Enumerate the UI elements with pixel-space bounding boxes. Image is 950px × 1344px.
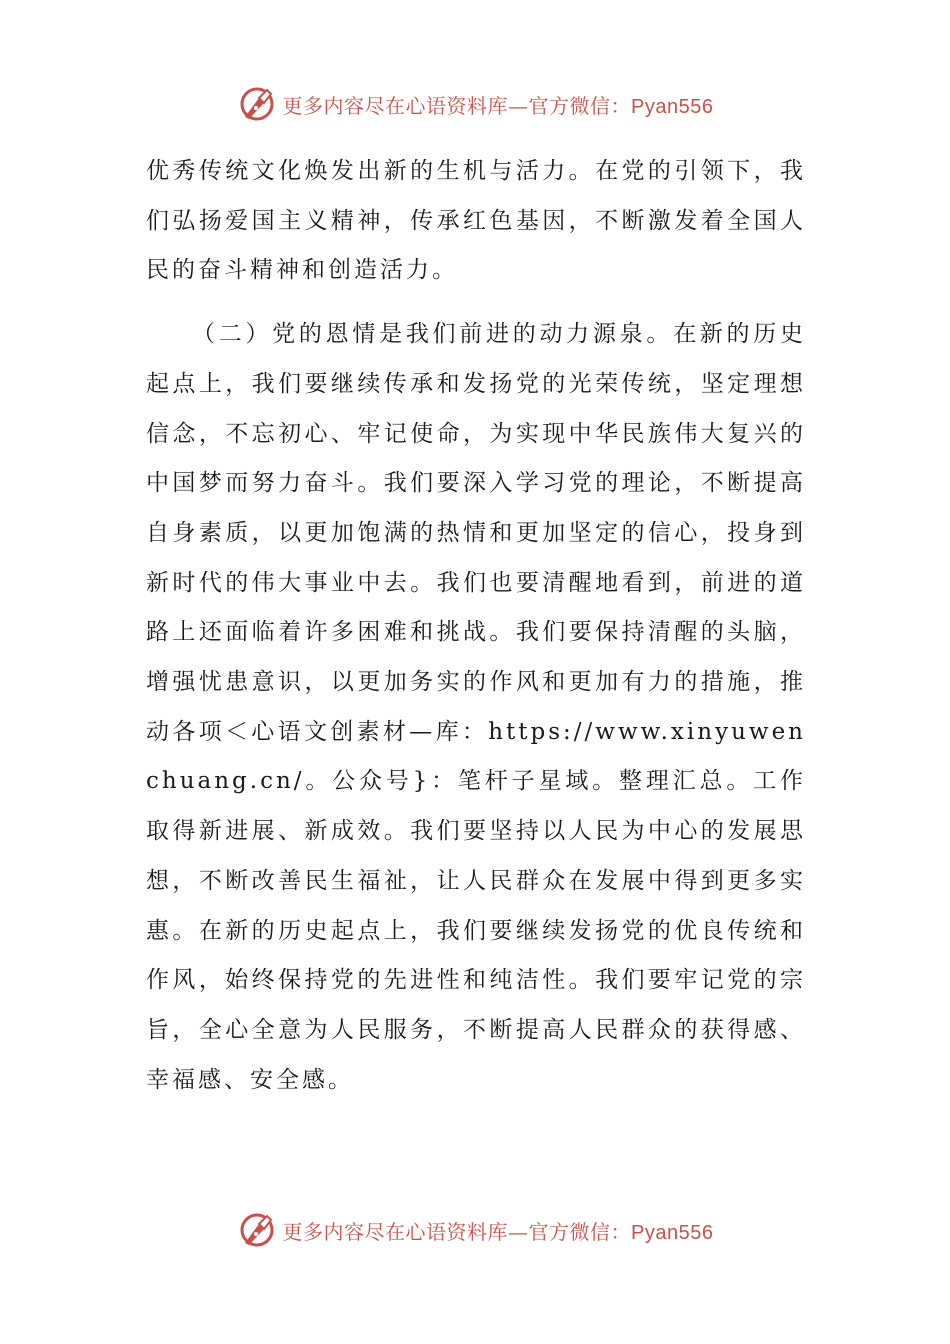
footer-banner	[0, 1208, 950, 1252]
footer-banner-text: 更多内容尽在心语资料库—官方微信：Pyan556	[282, 1219, 714, 1244]
footer-wechat-handle: Pyan556	[631, 1221, 714, 1244]
pen-nib-logo-icon	[237, 84, 277, 124]
header-banner	[0, 82, 950, 126]
header-wechat-handle: Pyan556	[631, 95, 714, 118]
pen-nib-logo-icon	[237, 1210, 277, 1250]
paragraph-1: 优秀传统文化焕发出新的生机与活力。在党的引领下，我们弘扬爱国主义精神，传承红色基因，不断激发着全国人民的奋斗精神和创造活力。	[146, 158, 806, 284]
paragraph-2: （二）党的恩情是我们前进的动力源泉。在新的历史起点上，我们要继续传承和发扬党的光荣传统，坚定理想信念，不忘初心、牢记使命，为实现中华民族伟大复兴的中国梦而努力奋斗。我们要深入学习党的理论，不断提高自身素质，以更加饱满的热情和更加坚定的信心，投身到新时代的伟大事业中去。我们也要清醒地看到，前进的道路上还面临着许多困难和挑战。我们要保持清醒的头脑，增强忧患意识，以更加务实的作风和更加有力的措施，推动各项＜心语文创素材—库：https://www.xinyuwenchuang.cn/。公众号}：笔杆子星域。整理汇总。工作取得新进展、新成效。我们要坚持以人民为中心的发展思想，不断改善民生福祉，让人民群众在发展中得到更多实惠。在新的历史起点上，我们要继续发扬党的优良传统和作风，始终保持党的先进性和纯洁性。我们要牢记党的宗旨，全心全意为人民服务，不断提高人民群众的获得感、幸福感、安全感。	[146, 321, 806, 1093]
document-body	[146, 147, 806, 1105]
header-banner-text: 更多内容尽在心语资料库—官方微信：Pyan556	[282, 93, 714, 118]
